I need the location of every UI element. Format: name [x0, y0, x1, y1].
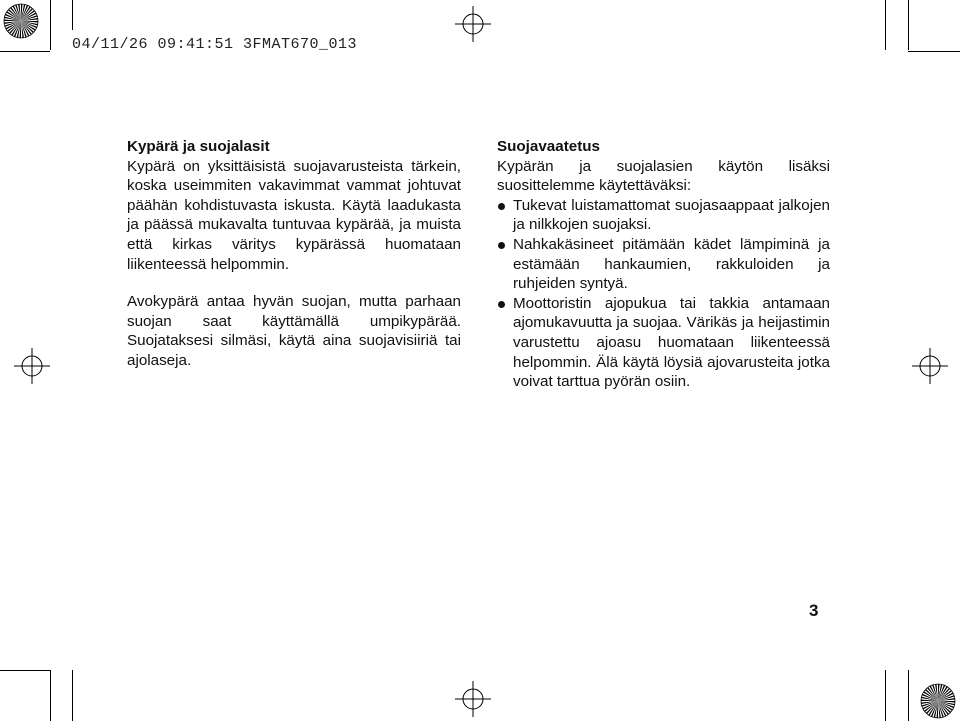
- list-item-text: Moottoristin ajopukua tai takkia antamaan ajomukavuutta ja suojaa. Värikäs ja heijastimin varustettu ajoasu huomataan liikenteessä helpommin. Älä käytä löysiä ajovarusteita jotka voivat tarttua pyörän osiin.: [513, 294, 830, 391]
- registration-mark-right: [912, 348, 948, 384]
- clothing-list: [497, 196, 830, 392]
- registration-mark-bottom: [455, 681, 491, 717]
- starburst-mark-bottom-right: [920, 683, 956, 719]
- list-item: [497, 294, 830, 392]
- starburst-mark-top-left: [3, 3, 39, 39]
- bullet-dot-icon: [498, 301, 505, 308]
- crop-mark: [0, 670, 50, 671]
- section-heading-helmet: Kypärä ja suojalasit: [127, 138, 270, 155]
- list-item-text: Nahkakäsineet pitämään kädet lämpiminä ja estämään hankaumien, rakkuloiden ja ruhjeiden syntyä.: [513, 235, 830, 293]
- crop-mark: [908, 51, 960, 52]
- crop-mark: [0, 51, 50, 52]
- list-item: [497, 235, 830, 294]
- bullet-dot-icon: [498, 203, 505, 210]
- section-heading-clothing: Suojavaatetus: [497, 138, 600, 155]
- list-item: [497, 196, 830, 235]
- crop-mark: [50, 0, 51, 50]
- helmet-paragraph-2: Avokypärä antaa hyvän suojan, mutta parhaan suojan saat käyttämällä umpikypärää. Suojataksesi silmäsi, käytä aina suojavisiiriä tai ajolaseja.: [127, 293, 461, 369]
- crop-mark: [885, 670, 886, 721]
- crop-mark: [72, 670, 73, 721]
- left-column: [127, 137, 461, 371]
- registration-mark-left: [14, 348, 50, 384]
- crop-mark: [50, 670, 51, 721]
- right-column: [497, 137, 830, 392]
- crop-mark: [908, 0, 909, 50]
- list-item-text: Tukevat luistamattomat suojasaappaat jalkojen ja nilkkojen suojaksi.: [513, 196, 830, 234]
- print-header: 04/11/26 09:41:51 3FMAT670_013: [72, 36, 358, 53]
- clothing-intro: Kypärän ja suojalasien käytön lisäksi suosittelemme käytettäväksi:: [497, 157, 830, 195]
- bullet-dot-icon: [498, 242, 505, 249]
- registration-mark-top: [455, 6, 491, 42]
- crop-mark: [885, 0, 886, 50]
- crop-mark: [72, 0, 73, 30]
- helmet-paragraph-1: Kypärä on yksittäisistä suojavarusteista tärkein, koska useimmiten vakavimmat vammat johtuvat päähän kohdistuvasta iskusta. Käytä laadukasta ja päässä mukavalta tuntuvaa kypärää, ja muista että kirkas väritys kypärässä huomataan liikenteessä helpommin.: [127, 157, 461, 273]
- page-number: 3: [809, 601, 819, 620]
- crop-mark: [908, 670, 909, 721]
